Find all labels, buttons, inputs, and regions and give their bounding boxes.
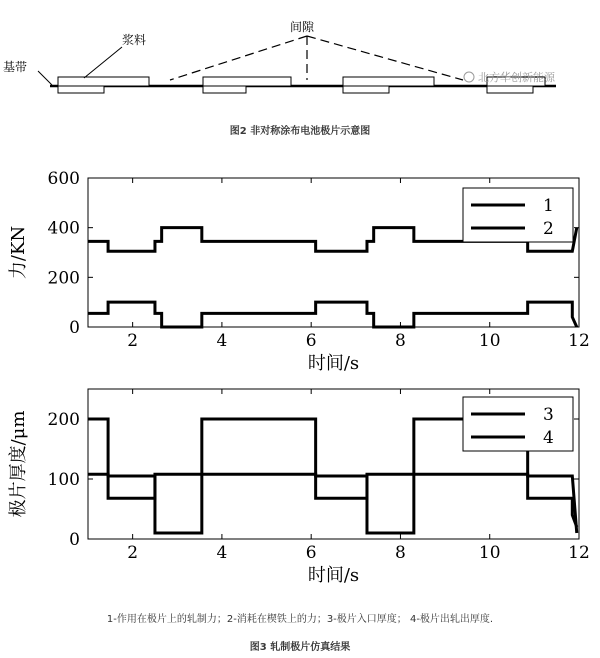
gap-dashed-line xyxy=(307,36,463,80)
y-tick-label: 0 xyxy=(69,530,80,550)
y-tick-label: 200 xyxy=(47,268,80,289)
watermark xyxy=(464,70,556,84)
figure2-caption: 图2 非对称涂布电池极片示意图 xyxy=(229,126,371,137)
watermark-text: 北方华创新能源 xyxy=(478,71,555,84)
force-chart xyxy=(0,160,600,388)
x-tick-label: 10 xyxy=(478,543,501,563)
label-substrate: 基带 xyxy=(3,60,28,74)
legend-label: 4 xyxy=(543,428,554,448)
x-tick-label: 2 xyxy=(127,543,139,563)
substrate-leader xyxy=(38,71,52,85)
x-tick-label: 8 xyxy=(395,543,406,563)
y-tick-label: 0 xyxy=(69,318,80,338)
x-tick-label: 6 xyxy=(305,331,317,351)
thickness-chart xyxy=(0,384,600,594)
figure3-note: 1-作用在极片上的轧制力；2-消耗在楔铁上的力；3-极片入口厚度； 4-极片出轧出厚度. xyxy=(106,614,494,625)
x-axis-label: 时间/s xyxy=(307,353,360,374)
x-tick-label: 4 xyxy=(216,331,228,351)
coating-diagram xyxy=(0,0,600,120)
y-axis-label: 力/KN xyxy=(8,225,29,280)
legend-box xyxy=(463,188,573,242)
label-gap: 间隙 xyxy=(290,20,315,34)
x-tick-label: 6 xyxy=(305,543,317,563)
legend-label: 1 xyxy=(543,196,554,216)
slurry-bottom-block xyxy=(487,86,533,93)
legend-label: 2 xyxy=(543,219,554,239)
slurry-bottom-block xyxy=(58,86,104,93)
x-tick-label: 2 xyxy=(127,331,139,351)
series-4-line xyxy=(88,474,577,527)
y-axis-label: 极片厚度/μm xyxy=(8,410,29,518)
slurry-leader xyxy=(84,47,122,78)
y-tick-label: 600 xyxy=(47,169,80,189)
series-1-line xyxy=(88,302,577,327)
wechat-icon xyxy=(464,72,474,82)
slurry-bottom-block xyxy=(343,86,389,93)
x-tick-label: 4 xyxy=(216,543,228,563)
y-tick-label: 400 xyxy=(47,218,80,239)
x-tick-label: 10 xyxy=(478,331,501,351)
x-tick-label: 12 xyxy=(568,331,590,351)
legend-box xyxy=(463,397,573,451)
figure3-caption: 图3 轧制极片仿真结果 xyxy=(249,642,351,653)
x-axis-label: 时间/s xyxy=(307,565,360,586)
x-tick-label: 8 xyxy=(395,331,406,351)
gap-dashed-line xyxy=(170,36,307,80)
x-tick-label: 12 xyxy=(568,543,590,563)
y-tick-label: 200 xyxy=(47,410,80,430)
label-slurry: 浆料 xyxy=(122,33,147,47)
slurry-top-block xyxy=(343,77,434,86)
slurry-top-block xyxy=(58,77,149,86)
slurry-bottom-block xyxy=(203,86,246,93)
legend-label: 3 xyxy=(543,405,554,425)
y-tick-label: 100 xyxy=(47,470,80,490)
slurry-top-block xyxy=(203,77,291,86)
